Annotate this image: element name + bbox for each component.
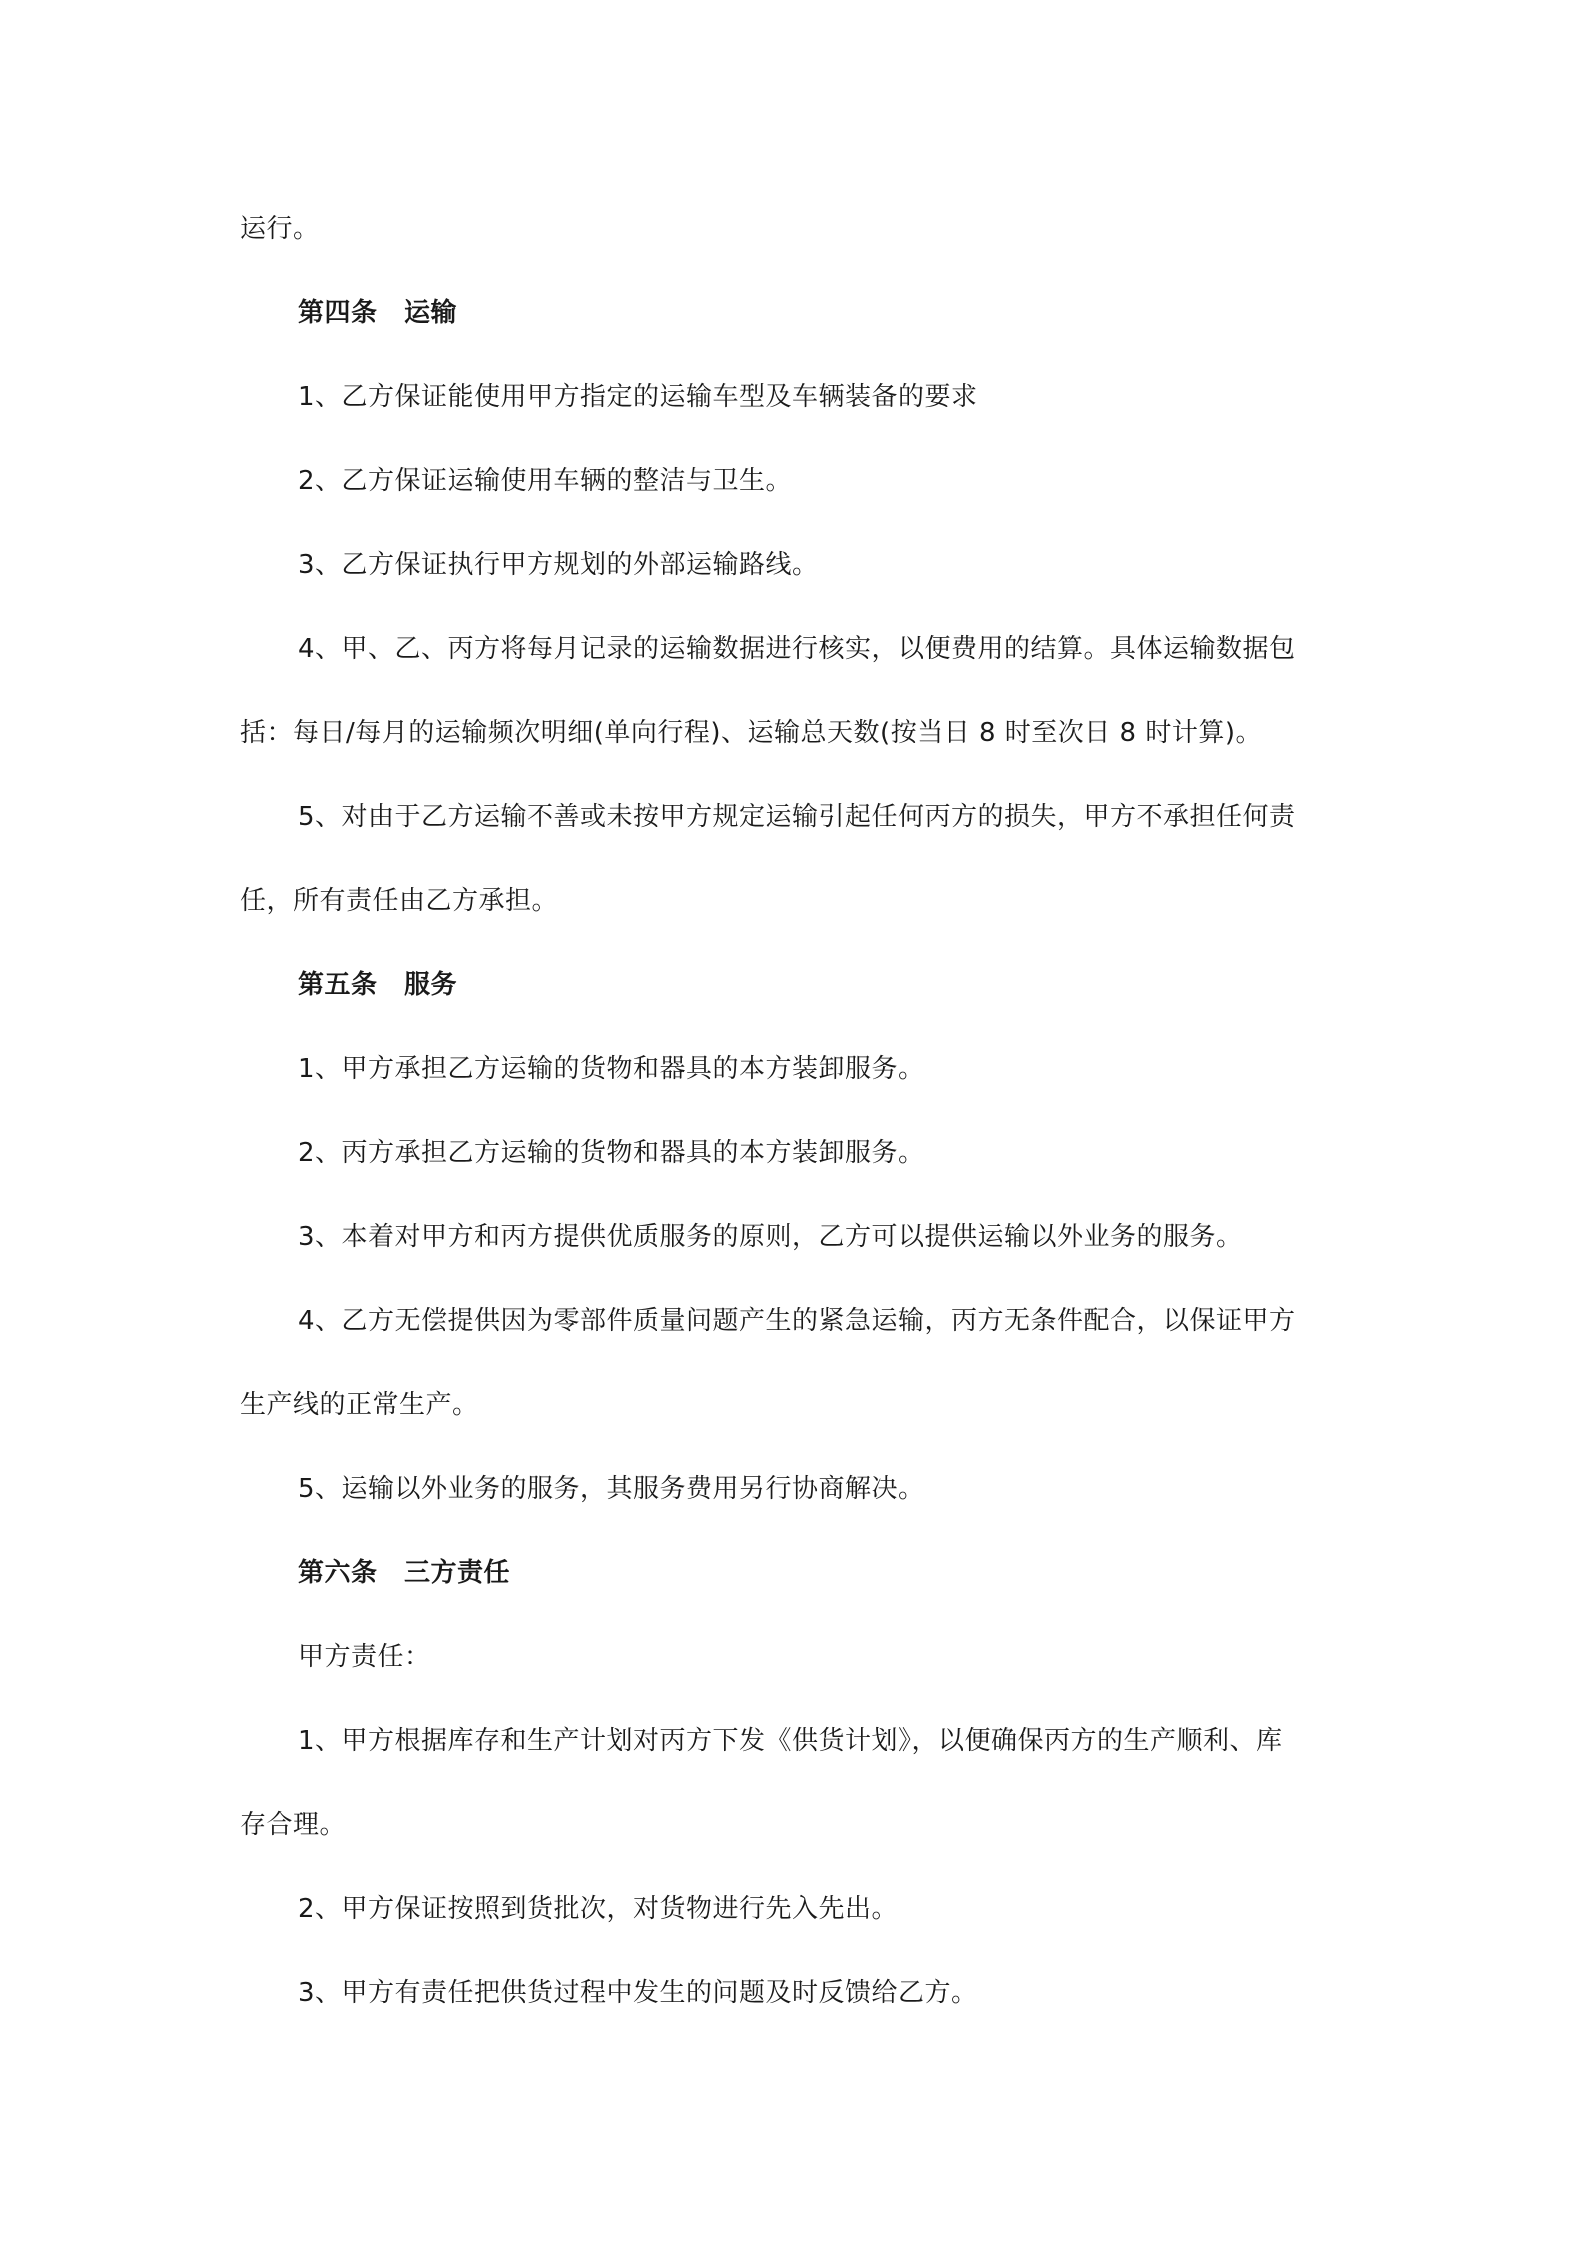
text-line: 5、对由于乙方运输不善或未按甲方规定运输引起任何丙方的损失，甲方不承担任何责	[298, 802, 1296, 832]
text-line: 运行。	[240, 214, 320, 244]
text-line: 存合理。	[240, 1810, 347, 1840]
text-line: 1、甲方根据库存和生产计划对丙方下发《供货计划》，以便确保丙方的生产顺利、库	[298, 1726, 1283, 1756]
text-line: 2、丙方承担乙方运输的货物和器具的本方装卸服务。	[298, 1138, 925, 1168]
text-line: 2、甲方保证按照到货批次，对货物进行先入先出。	[298, 1894, 899, 1924]
text-line: 5、运输以外业务的服务，其服务费用另行协商解决。	[298, 1474, 925, 1504]
section-heading: 第四条 运输	[298, 298, 458, 328]
text-line: 生产线的正常生产。	[240, 1390, 479, 1420]
text-line: 3、本着对甲方和丙方提供优质服务的原则，乙方可以提供运输以外业务的服务。	[298, 1222, 1243, 1252]
text-line: 甲方责任：	[298, 1642, 431, 1672]
text-line: 括：每日/每月的运输频次明细(单向行程)、运输总天数(按当日 8 时至次日 8 时计算)。	[240, 718, 1262, 748]
text-line: 任，所有责任由乙方承担。	[240, 886, 559, 916]
section-heading: 第五条 服务	[298, 970, 458, 1000]
section-heading: 第六条 三方责任	[298, 1558, 511, 1588]
text-line: 3、乙方保证执行甲方规划的外部运输路线。	[298, 550, 819, 580]
text-line: 2、乙方保证运输使用车辆的整洁与卫生。	[298, 466, 793, 496]
text-line: 1、甲方承担乙方运输的货物和器具的本方装卸服务。	[298, 1054, 925, 1084]
text-line: 4、乙方无偿提供因为零部件质量问题产生的紧急运输，丙方无条件配合，以保证甲方	[298, 1306, 1296, 1336]
text-line: 1、乙方保证能使用甲方指定的运输车型及车辆装备的要求	[298, 382, 978, 412]
text-line: 3、甲方有责任把供货过程中发生的问题及时反馈给乙方。	[298, 1978, 978, 2008]
text-line: 4、甲、乙、丙方将每月记录的运输数据进行核实，以便费用的结算。具体运输数据包	[298, 634, 1296, 664]
